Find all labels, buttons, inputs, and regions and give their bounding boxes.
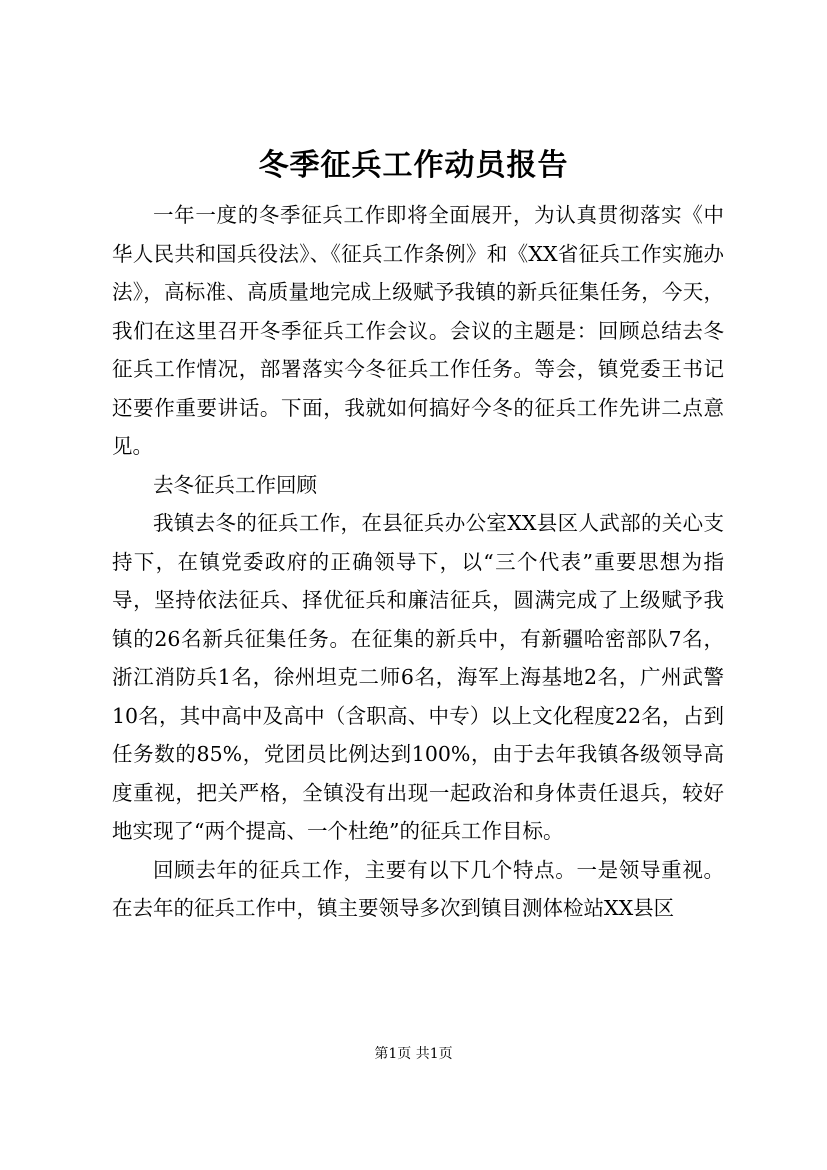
document-title: 冬季征兵工作动员报告: [258, 148, 569, 183]
document-body: [112, 196, 724, 928]
paragraph-intro: 一年一度的冬季征兵工作即将全面展开，为认真贯彻落实《中华人民共和国兵役法》、《征兵工作条例》和《XX省征兵工作实施办法》，高标准、高质量地完成上级赋予我镇的新兵征集任务，今天，我们在这里召开冬季征兵工作会议。会议的主题是：回顾总结去冬征兵工作情况，部署落实今冬征兵工作任务。等会，镇党委王书记还要作重要讲话。下面，我就如何搞好今冬的征兵工作先讲二点意见。: [112, 203, 724, 458]
page-footer: 第1页 共1页: [374, 1046, 453, 1062]
paragraph-features: 回顾去年的征兵工作，主要有以下几个特点。一是领导重视。在去年的征兵工作中，镇主要领导多次到镇目测体检站XX县区: [112, 857, 724, 920]
section-heading-review: 去冬征兵工作回顾: [153, 472, 317, 497]
paragraph-last-winter-summary: 我镇去冬的征兵工作，在县征兵办公室XX县区人武部的关心支持下，在镇党委政府的正确领导下，以“三个代表”重要思想为指导，坚持依法征兵、择优征兵和廉洁征兵，圆满完成了上级赋予我镇的26名新兵征集任务。在征集的新兵中，有新疆哈密部队7名，浙江消防兵1名，徐州坦克二师6名，海军上海基地2名，广州武警10名，其中高中及高中（含职高、中专）以上文化程度22名，占到任务数的85%，党团员比例达到100%，由于去年我镇各级领导高度重视，把关严格，全镇没有出现一起政治和身体责任退兵，较好地实现了“两个提高、一个杜绝”的征兵工作目标。: [112, 511, 724, 843]
